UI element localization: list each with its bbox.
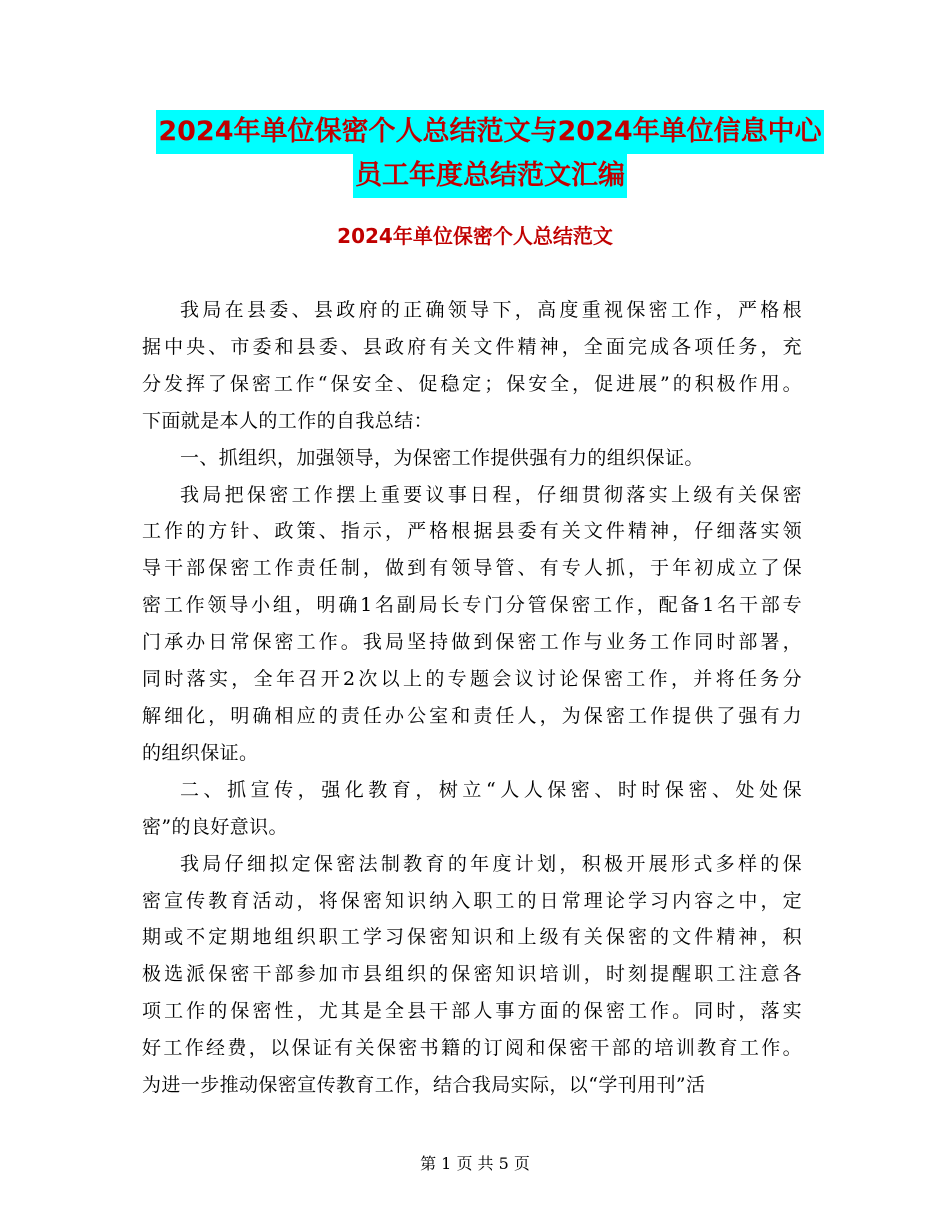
paragraph-line: 二、抓宣传，强化教育，树立“人人保密、时时保密、处处保 [180, 778, 802, 801]
paragraph-line: 分发挥了保密工作“保安全、促稳定；保安全，促进展”的积极作用。 [142, 372, 802, 395]
paragraph-line: 项工作的保密性，尤其是全县干部人事方面的保密工作。同时，落实 [142, 1000, 802, 1023]
document-title [140, 110, 840, 198]
paragraph-line: 下面就是本人的工作的自我总结： [142, 409, 434, 432]
paragraph-line: 密”的良好意识。 [142, 815, 288, 838]
paragraph-line: 我局把保密工作摆上重要议事日程，仔细贯彻落实上级有关保密 [180, 483, 802, 506]
paragraph [142, 846, 802, 1104]
paragraph-line: 好工作经费，以保证有关保密书籍的订阅和保密干部的培训教育工作。 [142, 1037, 802, 1060]
paragraph-line: 我局仔细拟定保密法制教育的年度计划，积极开展形式多样的保 [180, 852, 802, 875]
title-line-1: 2024年单位保密个人总结范文与2024年单位信息中心 [156, 110, 823, 154]
paragraph-line: 一、抓组织，加强领导，为保密工作提供强有力的组织保证。 [180, 446, 704, 469]
page-footer: 第 1 页 共 5 页 [420, 1154, 530, 1173]
paragraph-line: 我局在县委、县政府的正确领导下，高度重视保密工作，严格根 [180, 299, 802, 321]
paragraph-line: 同时落实，全年召开2次以上的专题会议讨论保密工作，并将任务分 [142, 668, 802, 691]
paragraph-line: 的组织保证。 [142, 741, 259, 764]
paragraph-line: 据中央、市委和县委、县政府有关文件精神，全面完成各项任务，充 [142, 335, 802, 358]
section-title: 2024年单位保密个人总结范文 [337, 224, 613, 248]
paragraph-line: 门承办日常保密工作。我局坚持做到保密工作与业务工作同时部署， [142, 631, 802, 654]
paragraph-line: 密工作领导小组，明确1名副局长专门分管保密工作，配备1名干部专 [142, 594, 802, 617]
paragraph-line: 极选派保密干部参加市县组织的保密知识培训，时刻提醒职工注意各 [142, 963, 802, 986]
paragraph-line: 工作的方针、政策、指示，严格根据县委有关文件精神，仔细落实领 [142, 520, 802, 543]
title-line-2: 员工年度总结范文汇编 [353, 154, 627, 198]
paragraph [142, 772, 802, 846]
paragraph-line: 导干部保密工作责任制，做到有领导管、有专人抓，于年初成立了保 [142, 557, 802, 580]
paragraph-line: 期或不定期地组织职工学习保密知识和上级有关保密的文件精神，积 [142, 926, 802, 949]
paragraph [142, 440, 802, 477]
paragraph [142, 292, 802, 440]
paragraph-line: 为进一步推动保密宣传教育工作，结合我局实际，以“学刊用刊”活 [142, 1074, 706, 1097]
paragraph-line: 解细化，明确相应的责任办公室和责任人，为保密工作提供了强有力 [142, 704, 802, 727]
document-body [142, 292, 802, 1104]
paragraph [142, 477, 802, 772]
paragraph-line: 密宣传教育活动，将保密知识纳入职工的日常理论学习内容之中，定 [142, 889, 802, 912]
